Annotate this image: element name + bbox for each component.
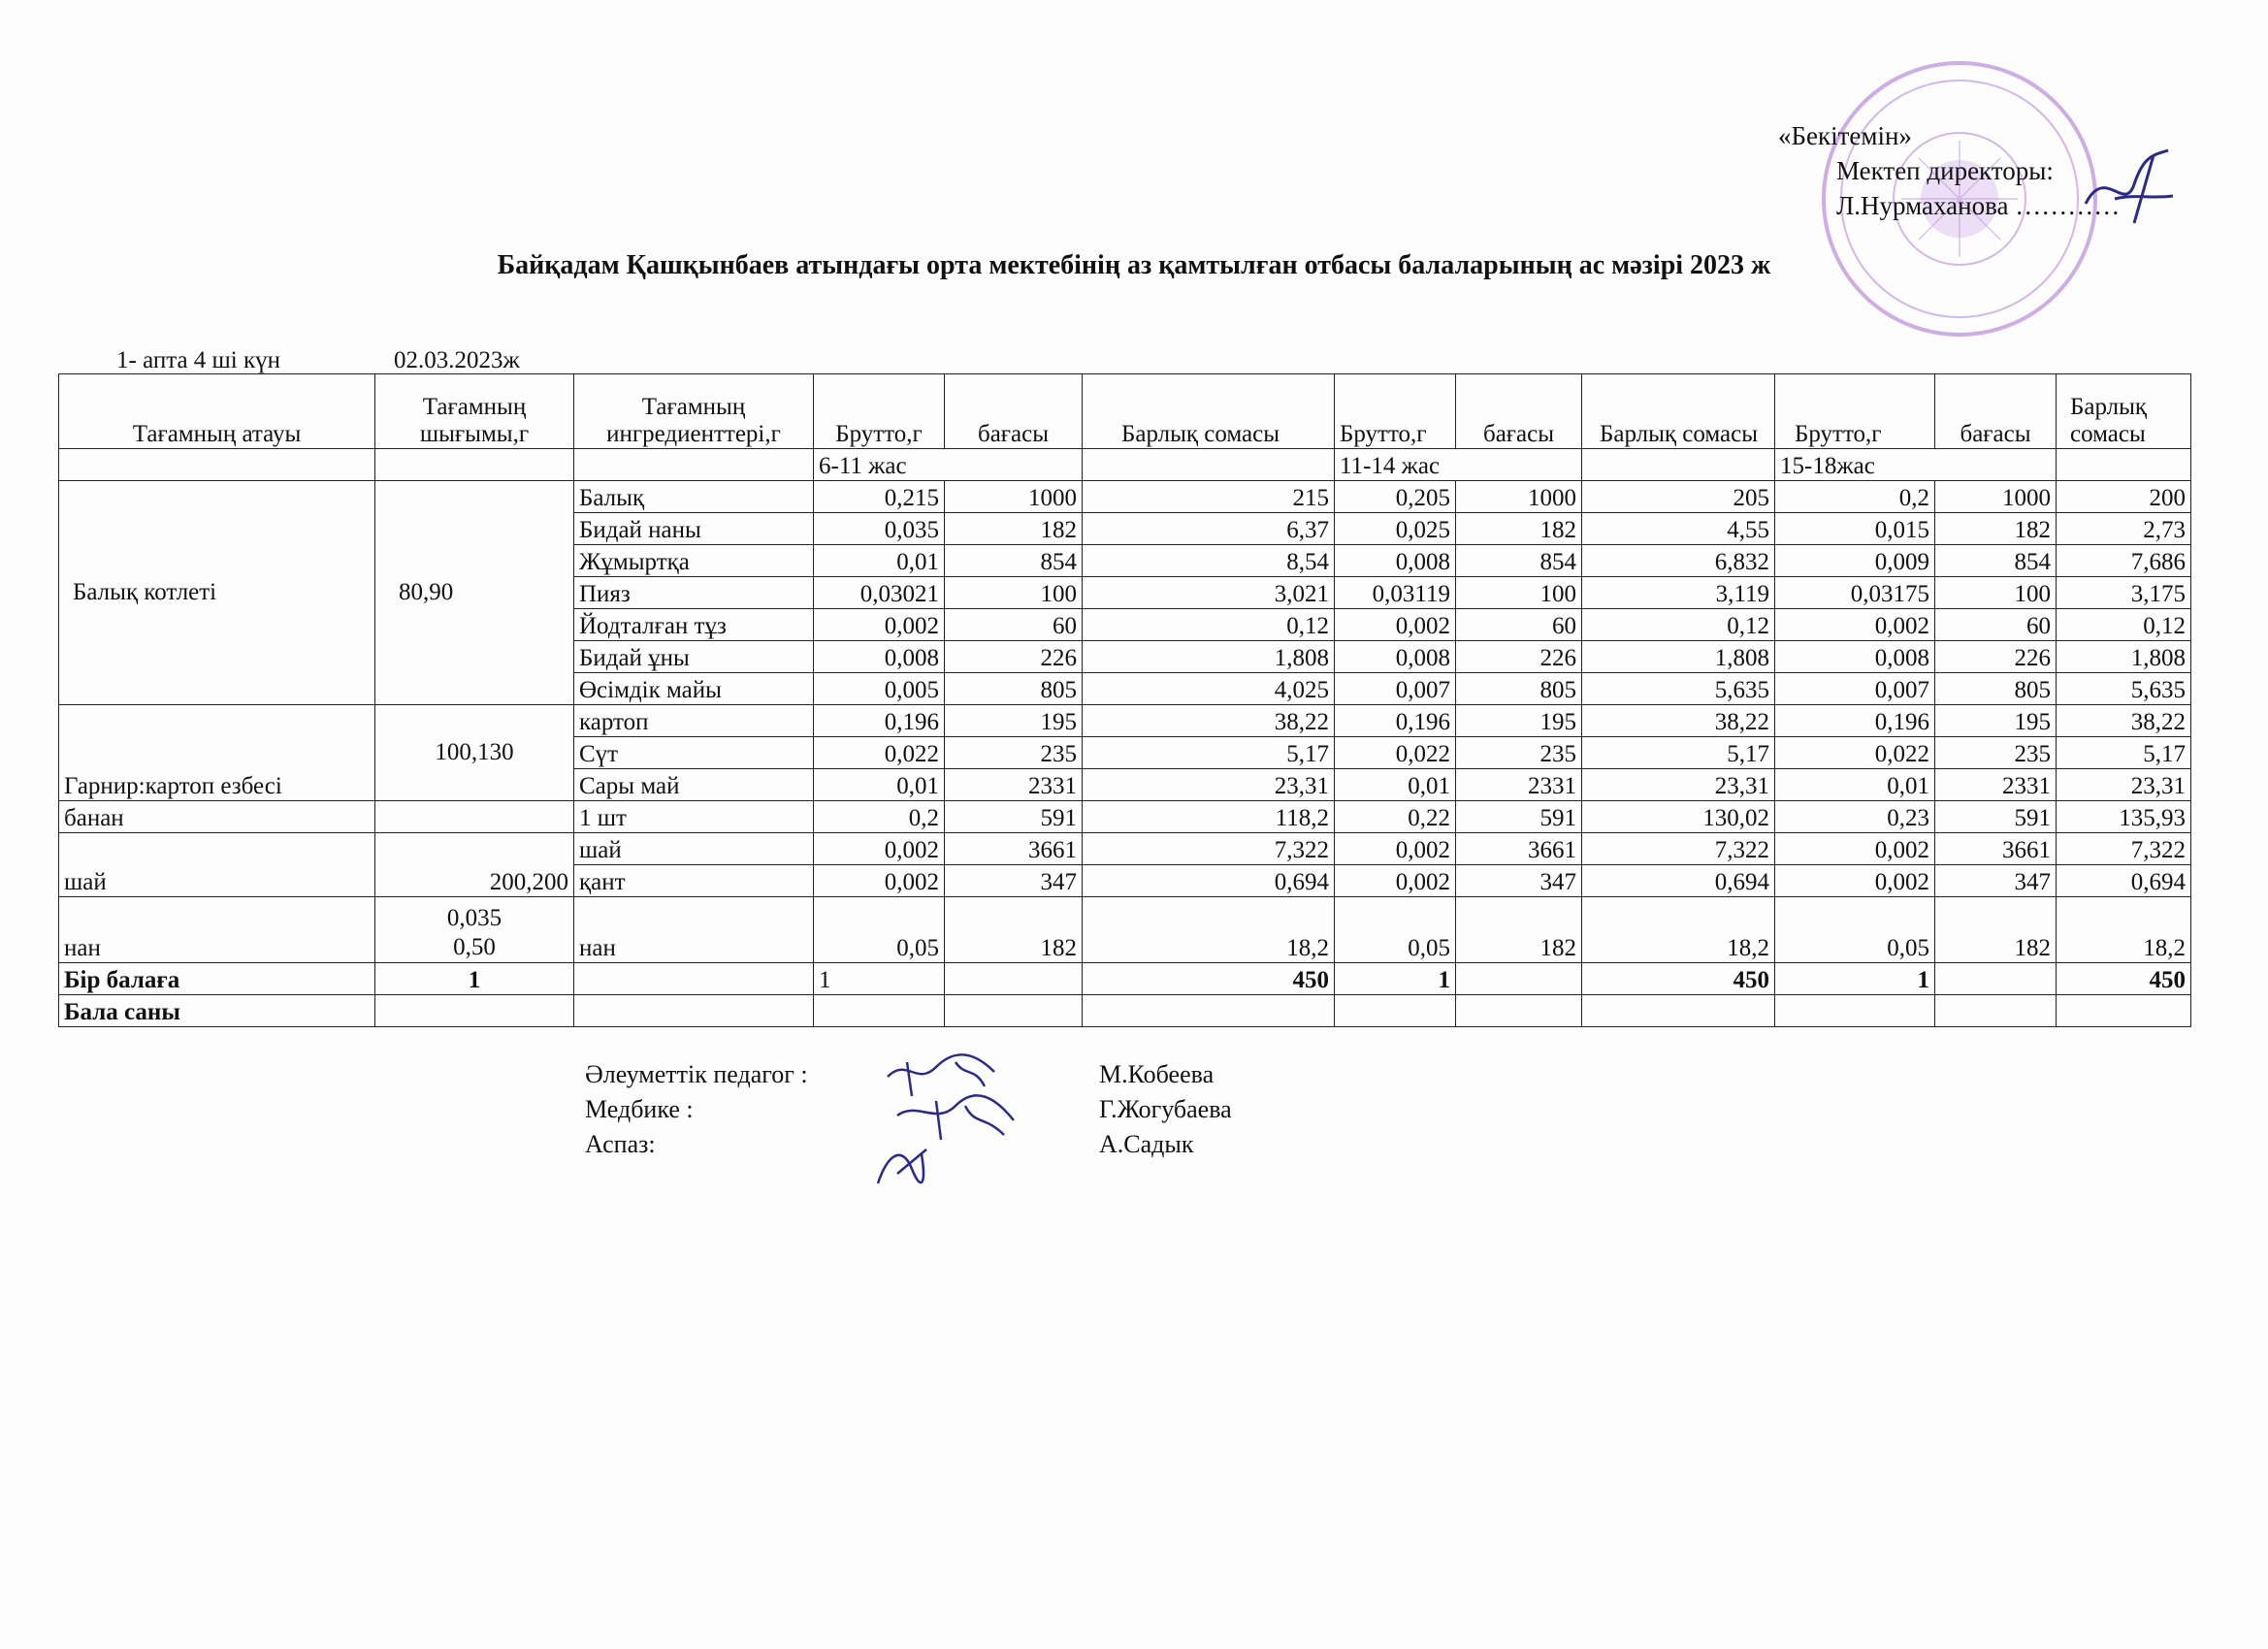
brutto-cell: 0,05 <box>1335 897 1456 963</box>
brutto-cell: 0,2 <box>814 801 945 833</box>
dish-name: шай <box>59 833 375 897</box>
brutto-cell: 0,007 <box>1775 673 1935 705</box>
brutto-cell: 0,05 <box>814 897 945 963</box>
total-cell: 6,37 <box>1083 513 1335 545</box>
table-row <box>59 801 2191 833</box>
total-cell: 7,322 <box>1582 833 1775 865</box>
brutto-cell: 0,03021 <box>814 577 945 609</box>
price-cell: 182 <box>1456 513 1582 545</box>
per-child-brutto: 1 <box>1335 963 1456 995</box>
price-cell: 591 <box>1456 801 1582 833</box>
price-cell: 195 <box>1935 705 2057 737</box>
price-cell: 182 <box>945 513 1083 545</box>
price-cell: 347 <box>1456 865 1582 897</box>
director-signature <box>2076 146 2183 233</box>
price-cell: 226 <box>1935 641 2057 673</box>
per-child-brutto: 1 <box>1775 963 1935 995</box>
price-cell: 60 <box>945 609 1083 641</box>
price-cell: 195 <box>1456 705 1582 737</box>
price-cell: 2331 <box>1456 769 1582 801</box>
price-cell: 182 <box>1935 513 2057 545</box>
per-child-row <box>59 963 2191 995</box>
total-cell: 38,22 <box>1582 705 1775 737</box>
page-title: Байқадам Қашқынбаев атындағы орта мектебінің аз қамтылған отбасы балаларының ас мәзірі 2023 ж <box>497 250 1771 280</box>
brutto-cell: 0,008 <box>1335 641 1456 673</box>
total-cell: 205 <box>1582 481 1775 513</box>
table-row <box>59 705 2191 737</box>
price-cell: 1000 <box>1456 481 1582 513</box>
header-total: Барлық сомасы <box>2057 374 2191 449</box>
brutto-cell: 0,002 <box>1775 865 1935 897</box>
price-cell: 235 <box>1935 737 2057 769</box>
header-price: бағасы <box>1935 374 2057 449</box>
age-group-label: 15-18жас <box>1775 449 2057 481</box>
total-cell: 135,93 <box>2057 801 2191 833</box>
menu-table <box>58 373 2191 1027</box>
price-cell: 347 <box>1935 865 2057 897</box>
total-cell: 38,22 <box>2057 705 2191 737</box>
total-cell: 215 <box>1083 481 1335 513</box>
total-cell: 7,322 <box>1083 833 1335 865</box>
handwritten-signatures <box>868 1048 1043 1193</box>
total-cell: 2,73 <box>2057 513 2191 545</box>
brutto-cell: 0,008 <box>1335 545 1456 577</box>
total-cell: 3,119 <box>1582 577 1775 609</box>
total-cell: 1,808 <box>2057 641 2191 673</box>
header-brutto: Брутто,г <box>814 374 945 449</box>
header-ingredients: Тағамның ингредиенттері,г <box>574 374 814 449</box>
ingredient-name: 1 шт <box>574 801 814 833</box>
table-row <box>59 897 2191 963</box>
dish-yield: 80,90 <box>375 481 574 705</box>
role-nurse: Медбике : <box>585 1095 694 1123</box>
price-cell: 805 <box>1935 673 2057 705</box>
tea-group <box>59 833 2191 897</box>
total-cell: 1,808 <box>1582 641 1775 673</box>
yield-top: 0,035 <box>446 905 502 931</box>
total-cell: 130,02 <box>1582 801 1775 833</box>
price-cell: 1000 <box>945 481 1083 513</box>
price-cell: 235 <box>1456 737 1582 769</box>
total-cell: 38,22 <box>1083 705 1335 737</box>
price-cell: 3661 <box>1935 833 2057 865</box>
name-nurse: Г.Жогубаева <box>1099 1095 1232 1123</box>
brutto-cell: 0,005 <box>814 673 945 705</box>
brutto-cell: 0,03175 <box>1775 577 1935 609</box>
price-cell: 591 <box>945 801 1083 833</box>
brutto-cell: 0,008 <box>814 641 945 673</box>
children-count-row <box>59 995 2191 1027</box>
brutto-cell: 0,002 <box>814 609 945 641</box>
total-cell: 0,12 <box>1083 609 1335 641</box>
price-cell: 805 <box>1456 673 1582 705</box>
price-cell: 100 <box>945 577 1083 609</box>
price-cell: 2331 <box>1935 769 2057 801</box>
name-social-pedagogue: М.Кобеева <box>1099 1060 1215 1088</box>
brutto-cell: 0,002 <box>1335 833 1456 865</box>
brutto-cell: 0,022 <box>1335 737 1456 769</box>
price-cell: 3661 <box>945 833 1083 865</box>
ingredient-name: Сары май <box>574 769 814 801</box>
brutto-cell: 0,007 <box>1335 673 1456 705</box>
price-cell: 60 <box>1456 609 1582 641</box>
age-group-row <box>59 449 2191 481</box>
director-name: Л.Нурмаханова <box>1836 191 2009 220</box>
price-cell: 1000 <box>1935 481 2057 513</box>
price-cell: 182 <box>1456 897 1582 963</box>
price-cell: 854 <box>1456 545 1582 577</box>
brutto-cell: 0,23 <box>1775 801 1935 833</box>
brutto-cell: 0,002 <box>1775 833 1935 865</box>
total-cell: 4,025 <box>1083 673 1335 705</box>
brutto-cell: 0,196 <box>1775 705 1935 737</box>
brutto-cell: 0,025 <box>1335 513 1456 545</box>
menu-date: 02.03.2023ж <box>394 347 520 373</box>
header-price: бағасы <box>945 374 1083 449</box>
price-cell: 3661 <box>1456 833 1582 865</box>
age-group-label: 6-11 жас <box>814 449 1083 481</box>
brutto-cell: 0,002 <box>814 833 945 865</box>
week-day: 1- апта 4 ші күн <box>116 347 281 373</box>
table-header-row <box>59 374 2191 449</box>
ingredient-name: Пияз <box>574 577 814 609</box>
ingredient-name: Балық <box>574 481 814 513</box>
total-cell: 0,694 <box>2057 865 2191 897</box>
ingredient-name: қант <box>574 865 814 897</box>
brutto-cell: 0,05 <box>1775 897 1935 963</box>
header-brutto: Брутто,г <box>1335 374 1456 449</box>
total-cell: 5,635 <box>1582 673 1775 705</box>
total-cell: 0,12 <box>2057 609 2191 641</box>
total-cell: 5,17 <box>2057 737 2191 769</box>
role-cook: Аспаз: <box>585 1130 656 1158</box>
price-cell: 235 <box>945 737 1083 769</box>
total-cell: 6,832 <box>1582 545 1775 577</box>
dish-name: нан <box>59 897 375 963</box>
brutto-cell: 0,009 <box>1775 545 1935 577</box>
total-cell: 7,686 <box>2057 545 2191 577</box>
brutto-cell: 0,03119 <box>1335 577 1456 609</box>
ingredient-name: шай <box>574 833 814 865</box>
signature-names <box>1099 1057 1232 1162</box>
brutto-cell: 0,002 <box>1335 865 1456 897</box>
header-price: бағасы <box>1456 374 1582 449</box>
per-child-total: 450 <box>1083 963 1335 995</box>
brutto-cell: 0,01 <box>1775 769 1935 801</box>
role-social-pedagogue: Әлеуметтік педагог : <box>585 1060 808 1088</box>
total-cell: 3,175 <box>2057 577 2191 609</box>
brutto-cell: 0,002 <box>1775 609 1935 641</box>
dish-name: Балық котлеті <box>59 481 375 705</box>
brutto-cell: 0,215 <box>814 481 945 513</box>
per-child-yield: 1 <box>375 963 574 995</box>
header-total: Барлық сомасы <box>1083 374 1335 449</box>
header-dish-name: Тағамның атауы <box>59 374 375 449</box>
total-cell: 5,17 <box>1582 737 1775 769</box>
price-cell: 182 <box>1935 897 2057 963</box>
ingredient-name: нан <box>574 897 814 963</box>
total-cell: 118,2 <box>1083 801 1335 833</box>
fish-cutlet-group <box>59 481 2191 705</box>
brutto-cell: 0,022 <box>1775 737 1935 769</box>
dish-yield <box>375 801 574 833</box>
brutto-cell: 0,205 <box>1335 481 1456 513</box>
price-cell: 100 <box>1935 577 2057 609</box>
header-yield: Тағамның шығымы,г <box>375 374 574 449</box>
age-group-label: 11-14 жас <box>1335 449 1582 481</box>
total-cell: 8,54 <box>1083 545 1335 577</box>
total-cell: 18,2 <box>1083 897 1335 963</box>
header-total: Барлық сомасы <box>1582 374 1775 449</box>
dish-yield <box>375 897 574 963</box>
ingredient-name: Бидай ұны <box>574 641 814 673</box>
table-row <box>59 833 2191 865</box>
price-cell: 347 <box>945 865 1083 897</box>
brutto-cell: 0,002 <box>814 865 945 897</box>
director-position: Мектеп директоры: <box>1836 156 2054 185</box>
brutto-cell: 0,015 <box>1775 513 1935 545</box>
brutto-cell: 0,01 <box>1335 769 1456 801</box>
price-cell: 182 <box>945 897 1083 963</box>
dish-yield: 100,130 <box>375 705 574 801</box>
signature-roles <box>585 1057 808 1162</box>
ingredient-name: картоп <box>574 705 814 737</box>
total-cell: 5,635 <box>2057 673 2191 705</box>
total-cell: 5,17 <box>1083 737 1335 769</box>
total-cell: 4,55 <box>1582 513 1775 545</box>
price-cell: 591 <box>1935 801 2057 833</box>
total-cell: 0,12 <box>1582 609 1775 641</box>
price-cell: 100 <box>1456 577 1582 609</box>
price-cell: 195 <box>945 705 1083 737</box>
ingredient-name: Жұмыртқа <box>574 545 814 577</box>
total-cell: 18,2 <box>2057 897 2191 963</box>
total-cell: 23,31 <box>1083 769 1335 801</box>
ingredient-name: Бидай наны <box>574 513 814 545</box>
brutto-cell: 0,002 <box>1335 609 1456 641</box>
ingredient-name: Өсімдік майы <box>574 673 814 705</box>
brutto-cell: 0,01 <box>814 545 945 577</box>
total-cell: 1,808 <box>1083 641 1335 673</box>
garnish-group <box>59 705 2191 801</box>
dish-yield: 200,200 <box>375 833 574 897</box>
per-child-brutto: 1 <box>814 963 945 995</box>
brutto-cell: 0,008 <box>1775 641 1935 673</box>
brutto-cell: 0,035 <box>814 513 945 545</box>
price-cell: 2331 <box>945 769 1083 801</box>
price-cell: 60 <box>1935 609 2057 641</box>
brutto-cell: 0,22 <box>1335 801 1456 833</box>
ingredient-name: Сүт <box>574 737 814 769</box>
total-cell: 23,31 <box>2057 769 2191 801</box>
total-cell: 0,694 <box>1083 865 1335 897</box>
dish-name: банан <box>59 801 375 833</box>
children-count-label: Бала саны <box>59 995 375 1027</box>
per-child-total: 450 <box>2057 963 2191 995</box>
price-cell: 854 <box>1935 545 2057 577</box>
total-cell: 18,2 <box>1582 897 1775 963</box>
banana-group <box>59 801 2191 833</box>
brutto-cell: 0,01 <box>814 769 945 801</box>
per-child-total: 450 <box>1582 963 1775 995</box>
price-cell: 854 <box>945 545 1083 577</box>
brutto-cell: 0,2 <box>1775 481 1935 513</box>
price-cell: 226 <box>945 641 1083 673</box>
price-cell: 805 <box>945 673 1083 705</box>
table-row <box>59 481 2191 513</box>
total-cell: 0,694 <box>1582 865 1775 897</box>
brutto-cell: 0,196 <box>814 705 945 737</box>
bread-group <box>59 897 2191 963</box>
brutto-cell: 0,196 <box>1335 705 1456 737</box>
per-child-label: Бір балаға <box>59 963 375 995</box>
header-brutto: Брутто,г <box>1775 374 1935 449</box>
dish-name: Гарнир:картоп езбесі <box>59 705 375 801</box>
total-cell: 23,31 <box>1582 769 1775 801</box>
ingredient-name: Йодталған тұз <box>574 609 814 641</box>
total-cell: 3,021 <box>1083 577 1335 609</box>
total-cell: 200 <box>2057 481 2191 513</box>
total-cell: 7,322 <box>2057 833 2191 865</box>
signature-dots: ………… <box>2015 191 2121 220</box>
name-cook: А.Садык <box>1099 1130 1194 1158</box>
brutto-cell: 0,022 <box>814 737 945 769</box>
price-cell: 226 <box>1456 641 1582 673</box>
approve-label: «Бекітемін» <box>1778 121 1912 150</box>
yield-bottom: 0,50 <box>453 934 496 960</box>
